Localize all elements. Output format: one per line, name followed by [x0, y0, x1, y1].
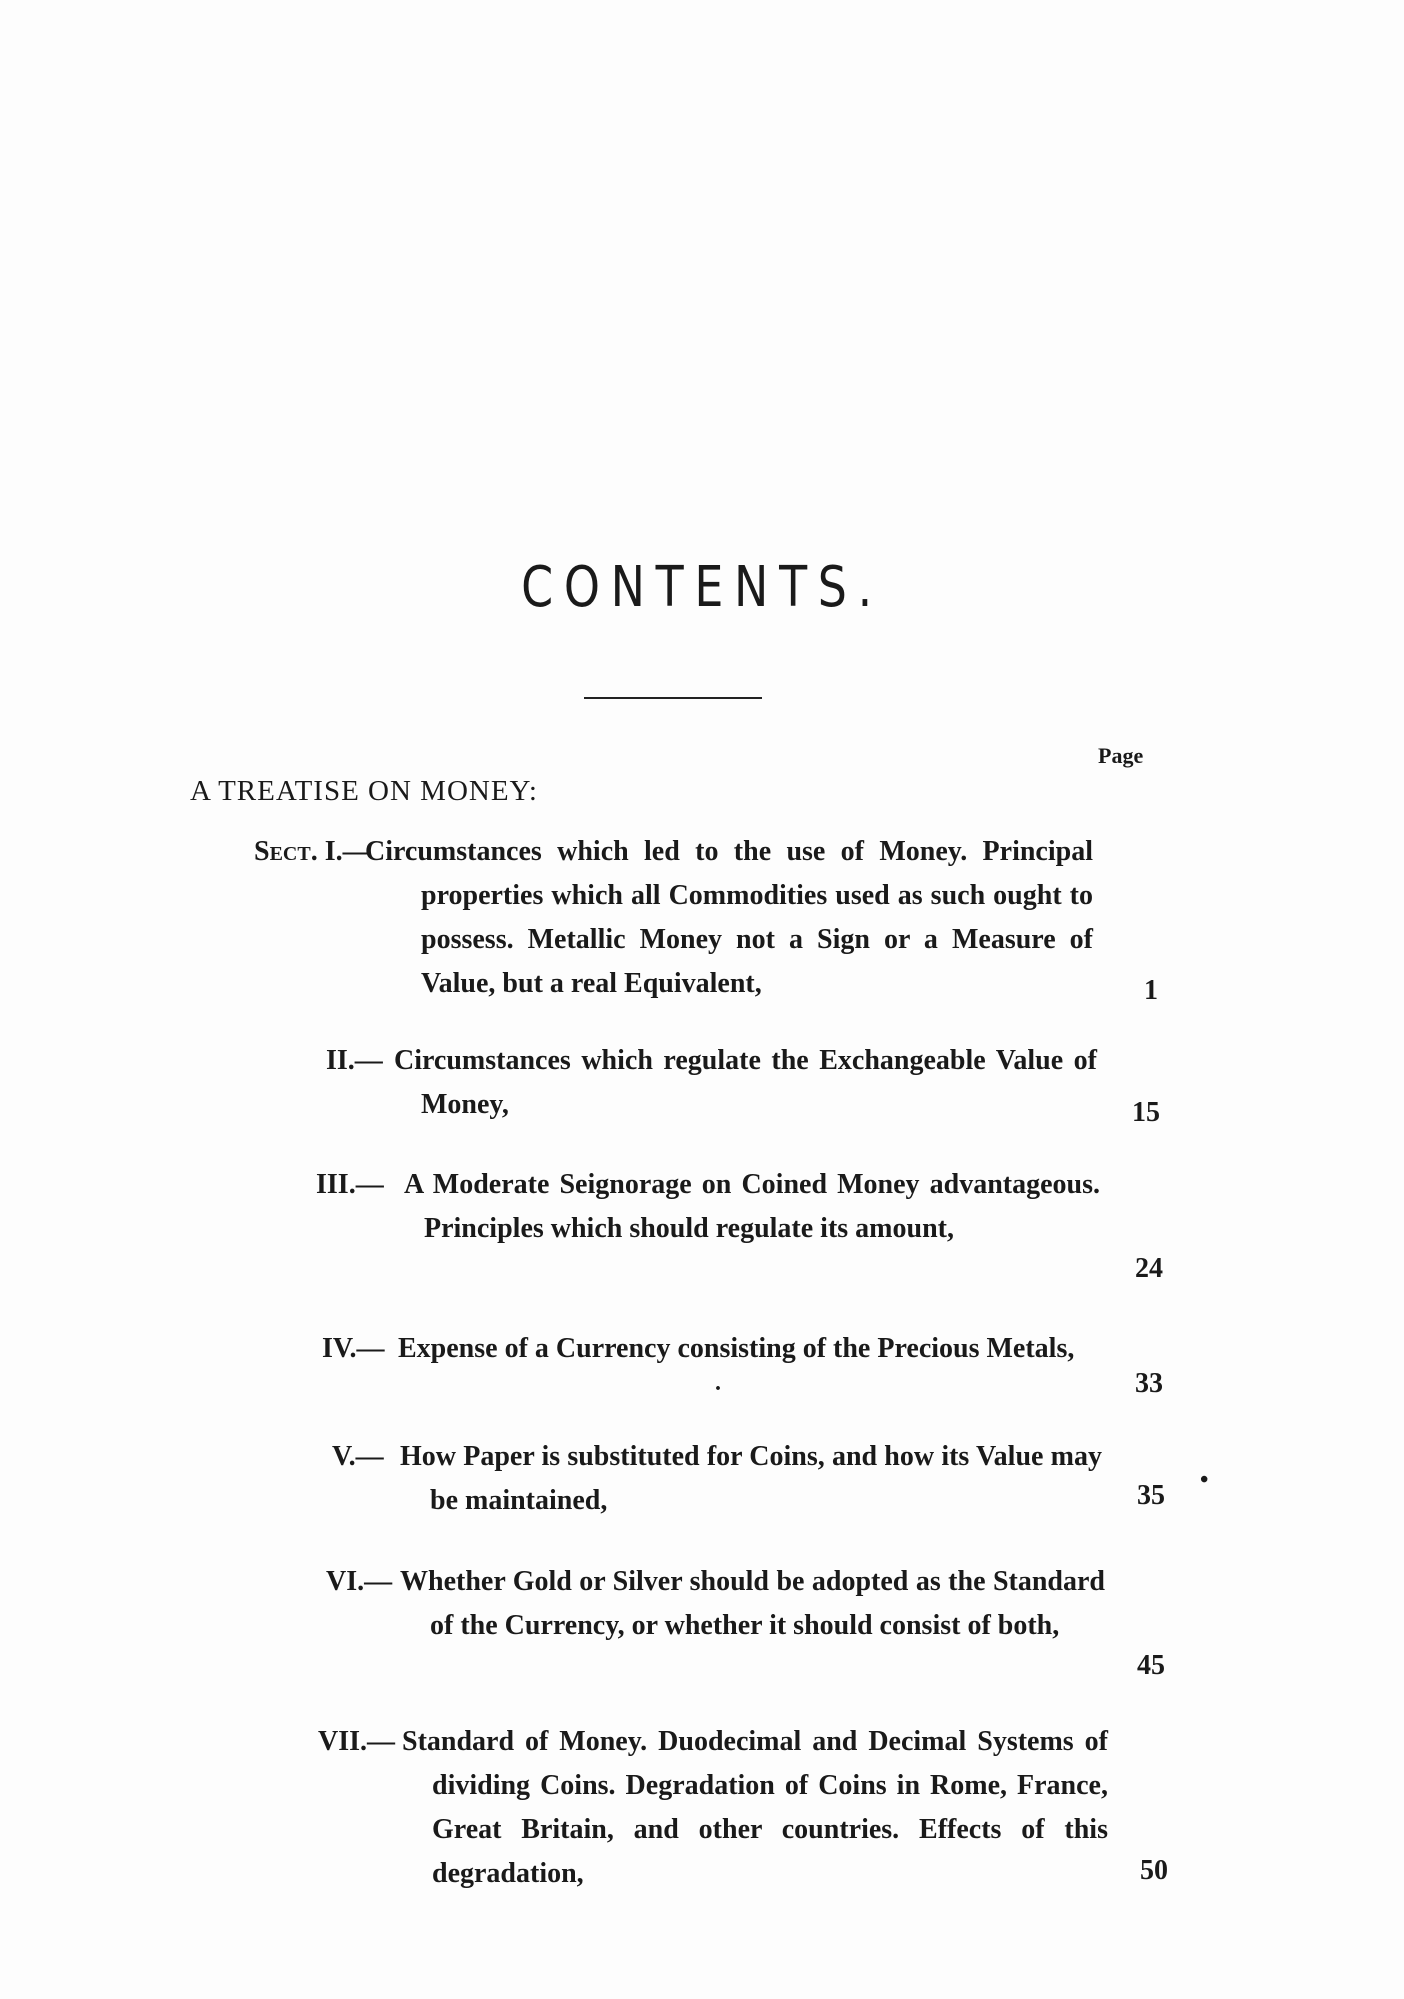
stray-mark: •: [1200, 1467, 1209, 1493]
stray-mark: .: [715, 1370, 721, 1396]
toc-entry-text: Standard of Money. Duodecimal and Decimal Systems of dividing Coins. Degradation of Coins in Rome, France, Great Britain, and other countries. Effects of this degradation,: [402, 1726, 1108, 1889]
toc-entry-text: Expense of a Currency consisting of the Precious Metals,: [398, 1333, 1075, 1364]
toc-entry-text: Circumstances which led to the use of Money. Principal properties which all Commodities used as such ought to possess. Metallic Money not a Sign or a Measure of Value, but a real Equivalent,: [365, 836, 1093, 999]
toc-entry-2: [0, 1039, 1404, 1129]
toc-entry-7: [0, 1720, 1404, 1900]
title-divider: [584, 697, 762, 699]
toc-entry-numeral: Sect. I.—: [254, 836, 371, 867]
toc-entry-page: 15: [1132, 1097, 1160, 1128]
part-heading: A TREATISE ON MONEY:: [190, 775, 538, 807]
toc-entry-numeral: VII.—: [318, 1726, 396, 1757]
toc-entry-page: 33: [1135, 1368, 1163, 1399]
toc-entry-3: [0, 1163, 1404, 1298]
toc-entry-numeral: IV.—: [322, 1333, 385, 1364]
toc-entry-page: 45: [1137, 1650, 1165, 1681]
toc-entry-numeral: II.—: [326, 1045, 383, 1076]
toc-entry-text: Circumstances which regulate the Exchangeable Value of Money,: [394, 1045, 1097, 1120]
toc-entry-text: How Paper is substituted for Coins, and how its Value may be maintained,: [400, 1441, 1102, 1516]
toc-entry-page: 35: [1137, 1480, 1165, 1511]
toc-entry-numeral: VI.—: [326, 1566, 393, 1597]
toc-entry-prefix: Sect.: [254, 836, 318, 867]
page-column-label: Page: [1098, 743, 1144, 768]
toc-entry-page: 50: [1140, 1855, 1168, 1886]
toc-entry-numeral: III.—: [316, 1169, 384, 1200]
toc-entry-text: Whether Gold or Silver should be adopted as the Standard of the Currency, or whether it should consist of both,: [400, 1566, 1105, 1641]
toc-entry-page: 1: [1144, 975, 1158, 1006]
toc-entry-1: [0, 830, 1404, 1010]
toc-entry-page: 24: [1135, 1253, 1163, 1284]
page-title: CONTENTS.: [521, 555, 883, 620]
toc-entry-text: A Moderate Seignorage on Coined Money advantageous. Principles which should regulate its amount,: [404, 1169, 1100, 1244]
toc-entry-5: [0, 1435, 1404, 1525]
toc-entry-4: [0, 1327, 1404, 1417]
toc-entry-6: [0, 1560, 1404, 1695]
toc-entry-numeral: V.—: [332, 1441, 384, 1472]
